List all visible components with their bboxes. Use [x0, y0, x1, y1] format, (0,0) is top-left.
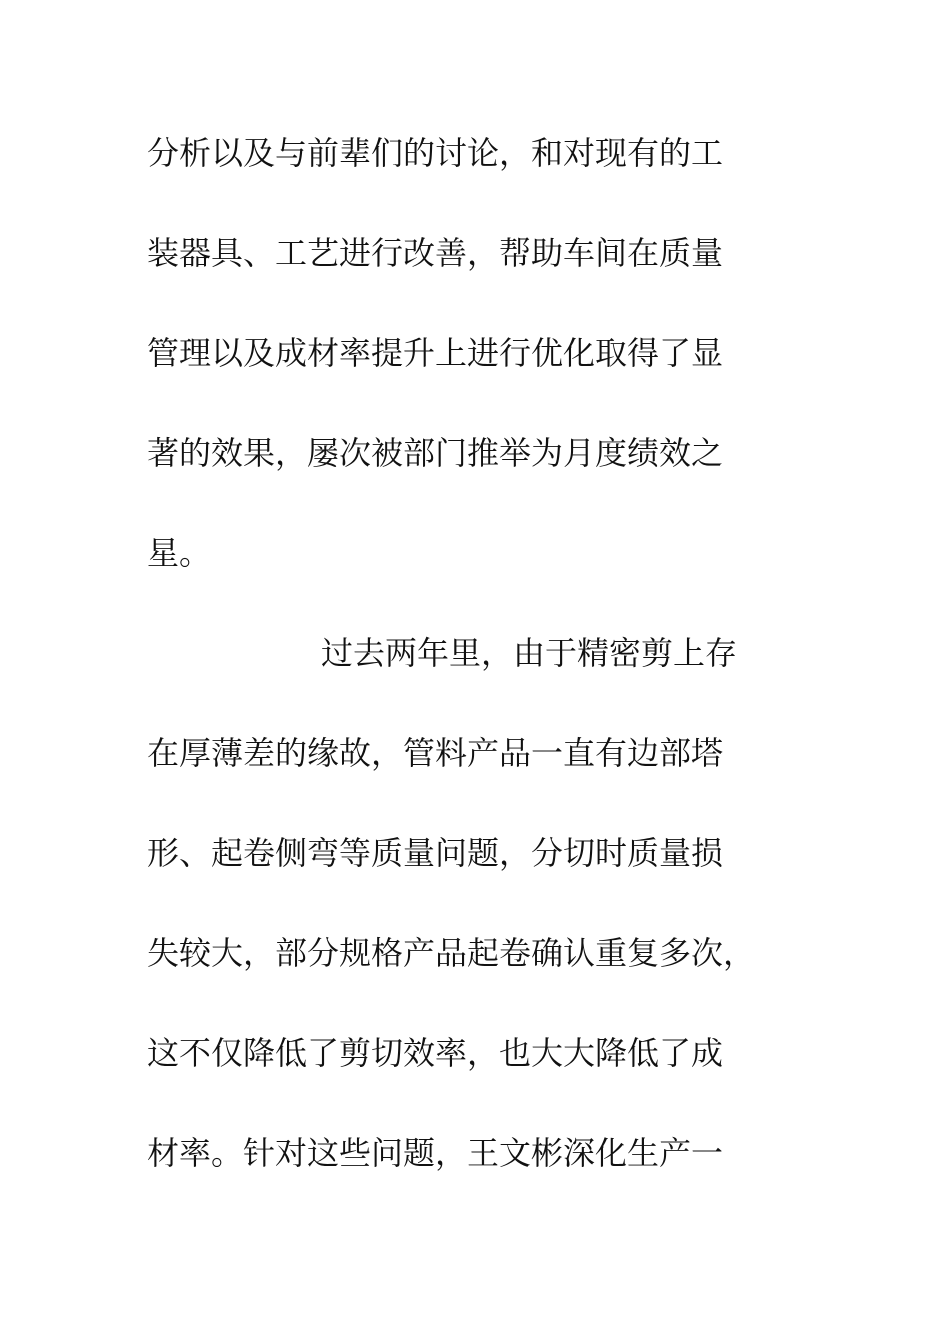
text-line: 著的效果，屡次被部门推举为月度绩效之 [147, 434, 724, 472]
text-line: 在厚薄差的缘故，管料产品一直有边部塔 [147, 734, 724, 772]
text-line: 管理以及成材率提升上进行优化取得了显 [147, 334, 724, 372]
text-line: 星。 [147, 534, 212, 572]
text-line: 材率。针对这些问题，王文彬深化生产一 [147, 1134, 724, 1172]
paragraph-start-line: 过去两年里，由于精密剪上存 [321, 634, 738, 672]
text-line: 分析以及与前辈们的讨论，和对现有的工 [147, 134, 724, 172]
text-line: 这不仅降低了剪切效率，也大大降低了成 [147, 1034, 724, 1072]
text-line: 装器具、工艺进行改善，帮助车间在质量 [147, 234, 724, 272]
text-line: 形、起卷侧弯等质量问题，分切时质量损 [147, 834, 724, 872]
body-text [147, 122, 807, 1222]
text-line: 失较大，部分规格产品起卷确认重复多次， [147, 934, 756, 972]
